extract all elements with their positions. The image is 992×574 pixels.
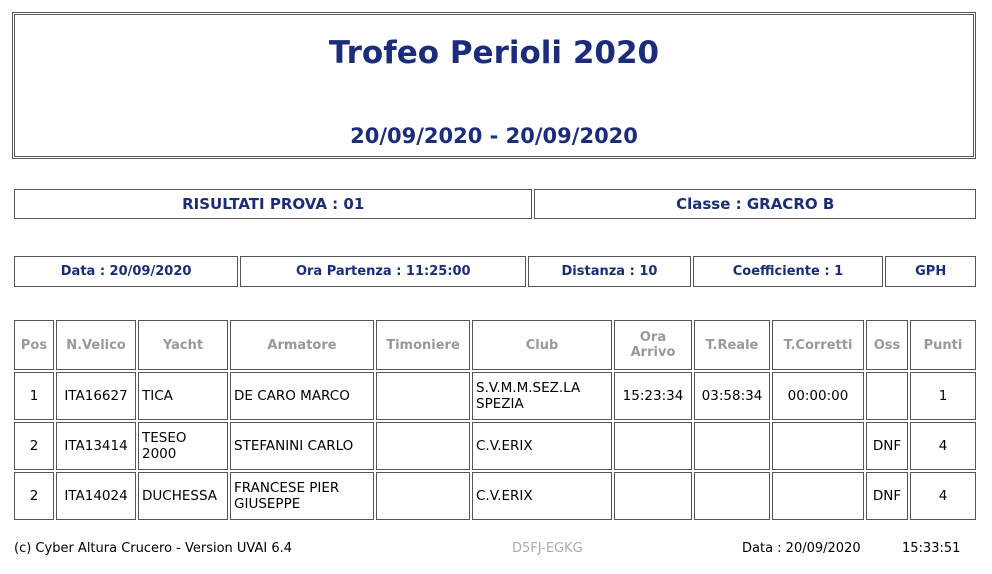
cell-punti: 4 xyxy=(910,422,976,470)
cell-n-velico: ITA14024 xyxy=(56,472,136,520)
col-pos: Pos xyxy=(14,320,54,370)
cell-ora-arrivo xyxy=(614,472,692,520)
col-n-velico: N.Velico xyxy=(56,320,136,370)
cell-oss: DNF xyxy=(866,472,908,520)
col-punti: Punti xyxy=(910,320,976,370)
info-data: Data : 20/09/2020 xyxy=(14,256,238,287)
cell-t-corretti xyxy=(772,422,864,470)
cell-club: C.V.ERIX xyxy=(472,472,612,520)
cell-pos: 2 xyxy=(14,422,54,470)
col-timoniere: Timoniere xyxy=(376,320,470,370)
cell-yacht: DUCHESSA xyxy=(138,472,228,520)
cell-timoniere xyxy=(376,422,470,470)
cell-pos: 2 xyxy=(14,472,54,520)
cell-oss: DNF xyxy=(866,422,908,470)
cell-armatore: DE CARO MARCO xyxy=(230,372,374,420)
footer-copyright: (c) Cyber Altura Crucero - Version UVAI 6.4 xyxy=(14,541,293,556)
cell-yacht: TICA xyxy=(138,372,228,420)
page-title: Trofeo Perioli 2020 xyxy=(328,35,660,71)
cell-t-reale xyxy=(694,472,770,520)
col-t-corretti: T.Corretti xyxy=(772,320,864,370)
col-armatore: Armatore xyxy=(230,320,374,370)
col-yacht: Yacht xyxy=(138,320,228,370)
cell-club: C.V.ERIX xyxy=(472,422,612,470)
footer-date: Data : 20/09/2020 xyxy=(742,541,861,556)
cell-oss xyxy=(866,372,908,420)
cell-n-velico: ITA16627 xyxy=(56,372,136,420)
info-distanza: Distanza : 10 xyxy=(528,256,690,287)
cell-armatore: STEFANINI CARLO xyxy=(230,422,374,470)
cell-yacht: TESEO 2000 xyxy=(138,422,228,470)
results-label: RISULTATI PROVA : 01 xyxy=(14,189,532,219)
cell-ora-arrivo: 15:23:34 xyxy=(614,372,692,420)
cell-t-corretti xyxy=(772,472,864,520)
race-info-table xyxy=(12,254,978,289)
col-club: Club xyxy=(472,320,612,370)
table-row xyxy=(14,472,976,520)
cell-pos: 1 xyxy=(14,372,54,420)
table-row xyxy=(14,422,976,470)
info-coefficiente: Coefficiente : 1 xyxy=(693,256,884,287)
col-t-reale: T.Reale xyxy=(694,320,770,370)
class-label: Classe : GRACRO B xyxy=(534,189,976,219)
cell-ora-arrivo xyxy=(614,422,692,470)
cell-armatore: FRANCESE PIER GIUSEPPE xyxy=(230,472,374,520)
col-oss: Oss xyxy=(866,320,908,370)
cell-club: S.V.M.M.SEZ.LA SPEZIA xyxy=(472,372,612,420)
cell-timoniere xyxy=(376,472,470,520)
results-header-row xyxy=(14,320,976,370)
event-dates: 20/09/2020 - 20/09/2020 xyxy=(350,124,638,148)
cell-timoniere xyxy=(376,372,470,420)
results-table xyxy=(12,318,978,522)
col-ora-arrivo: Ora Arrivo xyxy=(614,320,692,370)
footer-time: 15:33:51 xyxy=(902,541,961,556)
footer-code: D5FJ-EGKG xyxy=(512,541,583,556)
table-row xyxy=(14,372,976,420)
info-ora-partenza: Ora Partenza : 11:25:00 xyxy=(240,256,526,287)
cell-punti: 1 xyxy=(910,372,976,420)
cell-t-reale xyxy=(694,422,770,470)
footer xyxy=(14,541,978,559)
cell-t-reale: 03:58:34 xyxy=(694,372,770,420)
cell-t-corretti: 00:00:00 xyxy=(772,372,864,420)
race-header-table xyxy=(12,187,978,221)
header-box xyxy=(12,12,976,159)
cell-n-velico: ITA13414 xyxy=(56,422,136,470)
cell-punti: 4 xyxy=(910,472,976,520)
info-gph: GPH xyxy=(885,256,976,287)
